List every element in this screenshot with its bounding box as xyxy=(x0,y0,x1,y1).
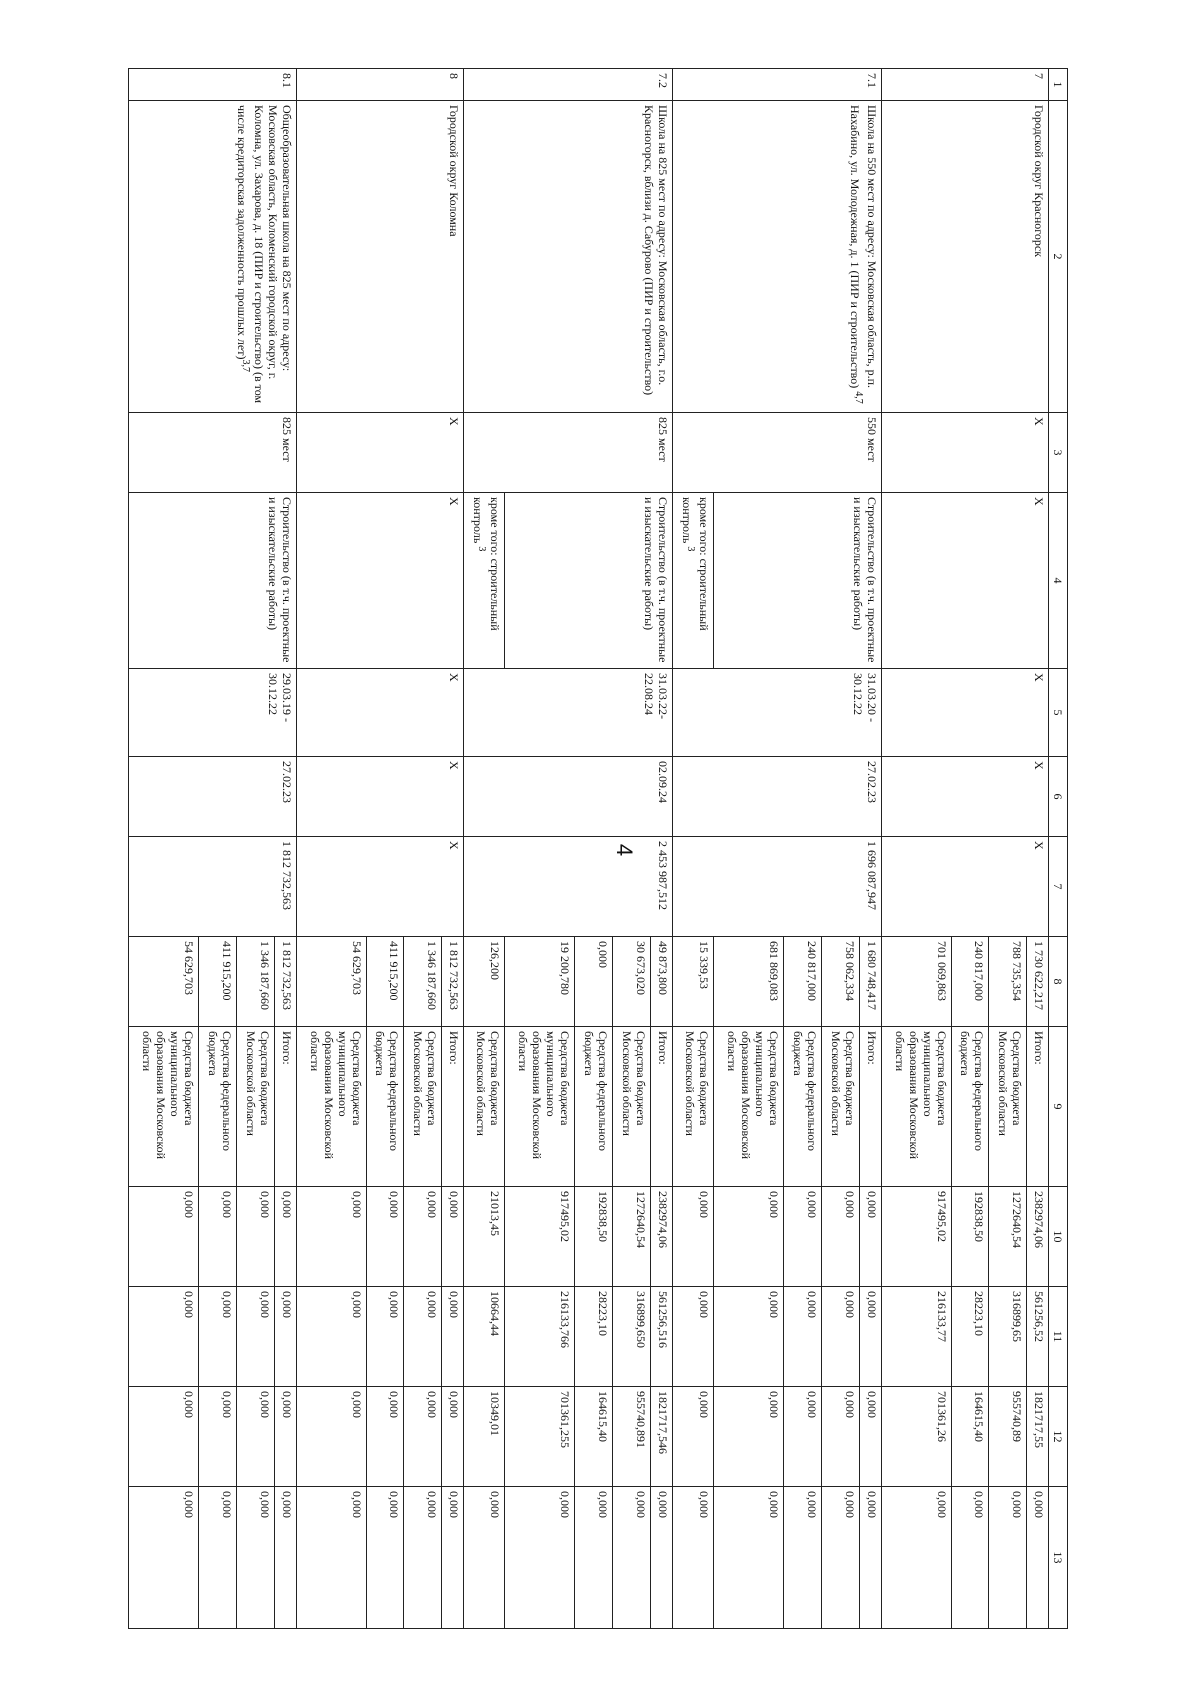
extra-work xyxy=(464,493,505,669)
value-c13: 0,000 xyxy=(199,1487,237,1629)
value-c13: 0,000 xyxy=(404,1487,442,1629)
object-name xyxy=(672,101,881,413)
value-c12: 701361,26 xyxy=(881,1387,951,1487)
row-id: 7.1 xyxy=(672,69,881,101)
value-c12: 0,000 xyxy=(366,1387,404,1487)
header-cell: 12 xyxy=(1049,1387,1068,1487)
value-c12: 0,000 xyxy=(672,1387,713,1487)
funding-source: Средства федерального бюджета xyxy=(784,1027,822,1187)
value-c12: 0,000 xyxy=(859,1387,881,1487)
value-c11: 0,000 xyxy=(672,1287,713,1387)
period: 29.03.19 - 30.12.22 xyxy=(129,669,297,757)
value-c12: 0,000 xyxy=(442,1387,464,1487)
value-c10: 917495,02 xyxy=(505,1187,575,1287)
extra-work-text: кроме того: строительный контроль xyxy=(471,497,503,631)
table-row xyxy=(651,69,673,1629)
funded-amount: 240 817,000 xyxy=(951,937,989,1027)
object-name-text: Общеобразовательная школа на 825 мест по адресу: Московская область, Коломенский городской округ, г. Коломна, ул. Захарова, д. 18 (ПИР и строительство) (в том числе кредиторская задолженность прошлых лет) xyxy=(234,105,294,404)
capacity: 825 мест xyxy=(464,413,673,493)
value-c13: 0,000 xyxy=(881,1487,951,1629)
value-c11: 561256,52 xyxy=(1027,1287,1049,1387)
header-cell: 8 xyxy=(1049,937,1068,1027)
header-cell: 13 xyxy=(1049,1487,1068,1629)
value-c12: 0,000 xyxy=(274,1387,296,1487)
funded-amount: 19 200,780 xyxy=(505,937,575,1027)
value-c12: 0,000 xyxy=(129,1387,199,1487)
budget-table xyxy=(128,68,1068,1629)
value-c10: 192838,50 xyxy=(951,1187,989,1287)
funding-source: Средства бюджета Московской области xyxy=(821,1027,859,1187)
funding-source: Средства бюджета Московской области xyxy=(464,1027,505,1187)
funded-amount: 30 673,020 xyxy=(613,937,651,1027)
funding-source: Средства бюджета Московской области xyxy=(672,1027,713,1187)
value-c12: 0,000 xyxy=(784,1387,822,1487)
value-c13: 0,000 xyxy=(575,1487,613,1629)
period: Х xyxy=(296,669,463,757)
value-c10: 0,000 xyxy=(442,1187,464,1287)
funded-amount: 411 915,200 xyxy=(199,937,237,1027)
value-c13: 0,000 xyxy=(672,1487,713,1629)
header-row xyxy=(1049,69,1068,1629)
header-cell: 7 xyxy=(1049,837,1068,937)
value-c10: 0,000 xyxy=(274,1187,296,1287)
value-c11: 0,000 xyxy=(296,1287,366,1387)
funding-source: Итого: xyxy=(859,1027,881,1187)
header-cell: 11 xyxy=(1049,1287,1068,1387)
table-row xyxy=(442,69,464,1629)
page-number: 4 xyxy=(612,843,637,857)
value-c12: 0,000 xyxy=(199,1387,237,1487)
work-type: Строительство (в т.ч. проектные и изыскательские работы) xyxy=(505,493,672,669)
completion-date: 27.02.23 xyxy=(129,757,297,837)
work-type: Строительство (в т.ч. проектные и изыскательские работы) xyxy=(129,493,297,669)
value-c11: 0,000 xyxy=(404,1287,442,1387)
value-c11: 0,000 xyxy=(366,1287,404,1387)
funding-source: Средства федерального бюджета xyxy=(199,1027,237,1187)
header-cell: 4 xyxy=(1049,493,1068,669)
work-type: Строительство (в т.ч. проектные и изыскательские работы) xyxy=(714,493,881,669)
value-c10: 1272640,54 xyxy=(989,1187,1027,1287)
value-c11: 28223,10 xyxy=(575,1287,613,1387)
value-c10: 192838,50 xyxy=(575,1187,613,1287)
value-c10: 0,000 xyxy=(784,1187,822,1287)
value-c12: 955740,891 xyxy=(613,1387,651,1487)
funding-source: Итого: xyxy=(442,1027,464,1187)
header-cell: 5 xyxy=(1049,669,1068,757)
funding-source: Средства бюджета муниципального образования Московской области xyxy=(714,1027,784,1187)
total-cost: Х xyxy=(296,837,463,937)
header-cell: 3 xyxy=(1049,413,1068,493)
funded-amount: 1 346 187,660 xyxy=(237,937,275,1027)
value-c13: 0,000 xyxy=(989,1487,1027,1629)
table-row xyxy=(274,69,296,1629)
footnote-mark: 3,7 xyxy=(239,359,251,372)
funding-source: Средства бюджета муниципального образования Московской области xyxy=(505,1027,575,1187)
funding-source: Итого: xyxy=(274,1027,296,1187)
value-c10: 0,000 xyxy=(296,1187,366,1287)
total-cost: 1 696 087,947 xyxy=(672,837,881,937)
footnote-mark: 4,7 xyxy=(852,391,864,404)
value-c10: 0,000 xyxy=(672,1187,713,1287)
table-row xyxy=(859,69,881,1629)
completion-date: 27.02.23 xyxy=(672,757,881,837)
value-c10: 2382974,06 xyxy=(1027,1187,1049,1287)
funding-source: Средства бюджета муниципального образования Московской области xyxy=(129,1027,199,1187)
value-c12: 10349,01 xyxy=(464,1387,505,1487)
value-c10: 0,000 xyxy=(404,1187,442,1287)
value-c12: 164615,40 xyxy=(575,1387,613,1487)
funding-source: Итого: xyxy=(651,1027,673,1187)
value-c12: 0,000 xyxy=(714,1387,784,1487)
value-c12: 164615,40 xyxy=(951,1387,989,1487)
value-c10: 0,000 xyxy=(366,1187,404,1287)
extra-work-text: кроме того: строительный контроль xyxy=(680,497,712,631)
funding-source: Средства федерального бюджета xyxy=(575,1027,613,1187)
value-c10: 0,000 xyxy=(714,1187,784,1287)
capacity: 550 мест xyxy=(672,413,881,493)
value-c10: 0,000 xyxy=(237,1187,275,1287)
value-c13: 0,000 xyxy=(951,1487,989,1629)
funded-amount: 411 915,200 xyxy=(366,937,404,1027)
value-c11: 0,000 xyxy=(442,1287,464,1387)
funded-amount: 49 873,800 xyxy=(651,937,673,1027)
value-c11: 0,000 xyxy=(274,1287,296,1387)
value-c11: 0,000 xyxy=(714,1287,784,1387)
value-c13: 0,000 xyxy=(442,1487,464,1629)
funding-source: Средства бюджета муниципального образования Московской области xyxy=(296,1027,366,1187)
funding-source: Средства федерального бюджета xyxy=(951,1027,989,1187)
rotated-table-container xyxy=(128,68,1068,1628)
extra-work xyxy=(672,493,713,669)
funded-amount: 701 069,863 xyxy=(881,937,951,1027)
value-c13: 0,000 xyxy=(464,1487,505,1629)
total-cost: 1 812 732,563 xyxy=(129,837,297,937)
funded-amount: 1 680 748,417 xyxy=(859,937,881,1027)
value-c13: 0,000 xyxy=(784,1487,822,1629)
value-c13: 0,000 xyxy=(714,1487,784,1629)
value-c10: 2382974,06 xyxy=(651,1187,673,1287)
header-cell: 1 xyxy=(1049,69,1068,101)
value-c13: 0,000 xyxy=(651,1487,673,1629)
funded-amount: 240 817,000 xyxy=(784,937,822,1027)
funded-amount: 1 730 622,217 xyxy=(1027,937,1049,1027)
funded-amount: 1 812 732,563 xyxy=(274,937,296,1027)
value-c13: 0,000 xyxy=(505,1487,575,1629)
value-c11: 216133,77 xyxy=(881,1287,951,1387)
value-c11: 28223,10 xyxy=(951,1287,989,1387)
value-c11: 10664,44 xyxy=(464,1287,505,1387)
value-c12: 0,000 xyxy=(237,1387,275,1487)
table-row xyxy=(1027,69,1049,1629)
funding-source: Итого: xyxy=(1027,1027,1049,1187)
funded-amount: 0,000 xyxy=(575,937,613,1027)
header-cell: 9 xyxy=(1049,1027,1068,1187)
value-c10: 0,000 xyxy=(821,1187,859,1287)
funded-amount: 681 869,083 xyxy=(714,937,784,1027)
header-cell: 10 xyxy=(1049,1187,1068,1287)
funding-source: Средства федерального бюджета xyxy=(366,1027,404,1187)
value-c13: 0,000 xyxy=(613,1487,651,1629)
value-c13: 0,000 xyxy=(129,1487,199,1629)
value-c10: 0,000 xyxy=(859,1187,881,1287)
value-c11: 0,000 xyxy=(859,1287,881,1387)
object-name xyxy=(129,101,297,413)
value-c13: 0,000 xyxy=(237,1487,275,1629)
funded-amount: 758 062,334 xyxy=(821,937,859,1027)
total-cost: Х xyxy=(881,837,1048,937)
funding-source: Средства бюджета Московской области xyxy=(237,1027,275,1187)
capacity: Х xyxy=(881,413,1048,493)
funded-amount: 54 629,703 xyxy=(129,937,199,1027)
funding-source: Средства бюджета Московской области xyxy=(613,1027,651,1187)
row-id: 8.1 xyxy=(129,69,297,101)
work-type: Х xyxy=(296,493,463,669)
value-c10: 0,000 xyxy=(199,1187,237,1287)
footnote-mark: 3 xyxy=(685,546,697,552)
funded-amount: 54 629,703 xyxy=(296,937,366,1027)
value-c10: 917495,02 xyxy=(881,1187,951,1287)
object-name: Городской округ Коломна xyxy=(296,101,463,413)
completion-date: 02.09.24 xyxy=(464,757,673,837)
funded-amount: 15 339,53 xyxy=(672,937,713,1027)
value-c13: 0,000 xyxy=(859,1487,881,1629)
value-c11: 0,000 xyxy=(784,1287,822,1387)
value-c12: 0,000 xyxy=(821,1387,859,1487)
completion-date: Х xyxy=(296,757,463,837)
value-c11: 561256,516 xyxy=(651,1287,673,1387)
capacity: 825 мест xyxy=(129,413,297,493)
value-c11: 316899,65 xyxy=(989,1287,1027,1387)
value-c12: 1821717,546 xyxy=(651,1387,673,1487)
value-c11: 0,000 xyxy=(821,1287,859,1387)
value-c13: 0,000 xyxy=(274,1487,296,1629)
funded-amount: 1 346 187,660 xyxy=(404,937,442,1027)
value-c12: 955740,89 xyxy=(989,1387,1027,1487)
value-c10: 1272640,54 xyxy=(613,1187,651,1287)
value-c11: 0,000 xyxy=(237,1287,275,1387)
value-c11: 0,000 xyxy=(129,1287,199,1387)
value-c11: 216133,766 xyxy=(505,1287,575,1387)
funded-amount: 1 812 732,563 xyxy=(442,937,464,1027)
value-c12: 701361,255 xyxy=(505,1387,575,1487)
value-c13: 0,000 xyxy=(296,1487,366,1629)
value-c13: 0,000 xyxy=(1027,1487,1049,1629)
period: 31.03.20 - 30.12.22 xyxy=(672,669,881,757)
row-id: 7 xyxy=(881,69,1048,101)
value-c11: 316899,650 xyxy=(613,1287,651,1387)
object-name-text: Школа на 550 мест по адресу: Московская область, р.п. Нахабино, ул. Молодежная, д. 1 (ПИР и строительство) xyxy=(847,105,879,389)
funded-amount: 788 735,354 xyxy=(989,937,1027,1027)
value-c13: 0,000 xyxy=(821,1487,859,1629)
period: Х xyxy=(881,669,1048,757)
value-c10: 21013,45 xyxy=(464,1187,505,1287)
value-c11: 0,000 xyxy=(199,1287,237,1387)
funding-source: Средства бюджета муниципального образования Московской области xyxy=(881,1027,951,1187)
row-id: 7.2 xyxy=(464,69,673,101)
object-name: Городской округ Красногорск xyxy=(881,101,1048,413)
completion-date: Х xyxy=(881,757,1048,837)
capacity: Х xyxy=(296,413,463,493)
footnote-mark: 3 xyxy=(476,546,488,552)
header-cell: 2 xyxy=(1049,101,1068,413)
value-c12: 1821717,55 xyxy=(1027,1387,1049,1487)
value-c12: 0,000 xyxy=(404,1387,442,1487)
funding-source: Средства бюджета Московской области xyxy=(989,1027,1027,1187)
value-c13: 0,000 xyxy=(366,1487,404,1629)
work-type: Х xyxy=(881,493,1048,669)
funded-amount: 126,200 xyxy=(464,937,505,1027)
value-c10: 0,000 xyxy=(129,1187,199,1287)
object-name: Школа на 825 мест по адресу: Московская область, г.о. Красногорск, вблизи д. Сабурово (ПИР и строительство) xyxy=(464,101,673,413)
total-cost: 2 453 987,512 xyxy=(464,837,673,937)
header-cell: 6 xyxy=(1049,757,1068,837)
period: 31.03.22- 22.08.24 xyxy=(464,669,673,757)
value-c12: 0,000 xyxy=(296,1387,366,1487)
funding-source: Средства бюджета Московской области xyxy=(404,1027,442,1187)
row-id: 8 xyxy=(296,69,463,101)
